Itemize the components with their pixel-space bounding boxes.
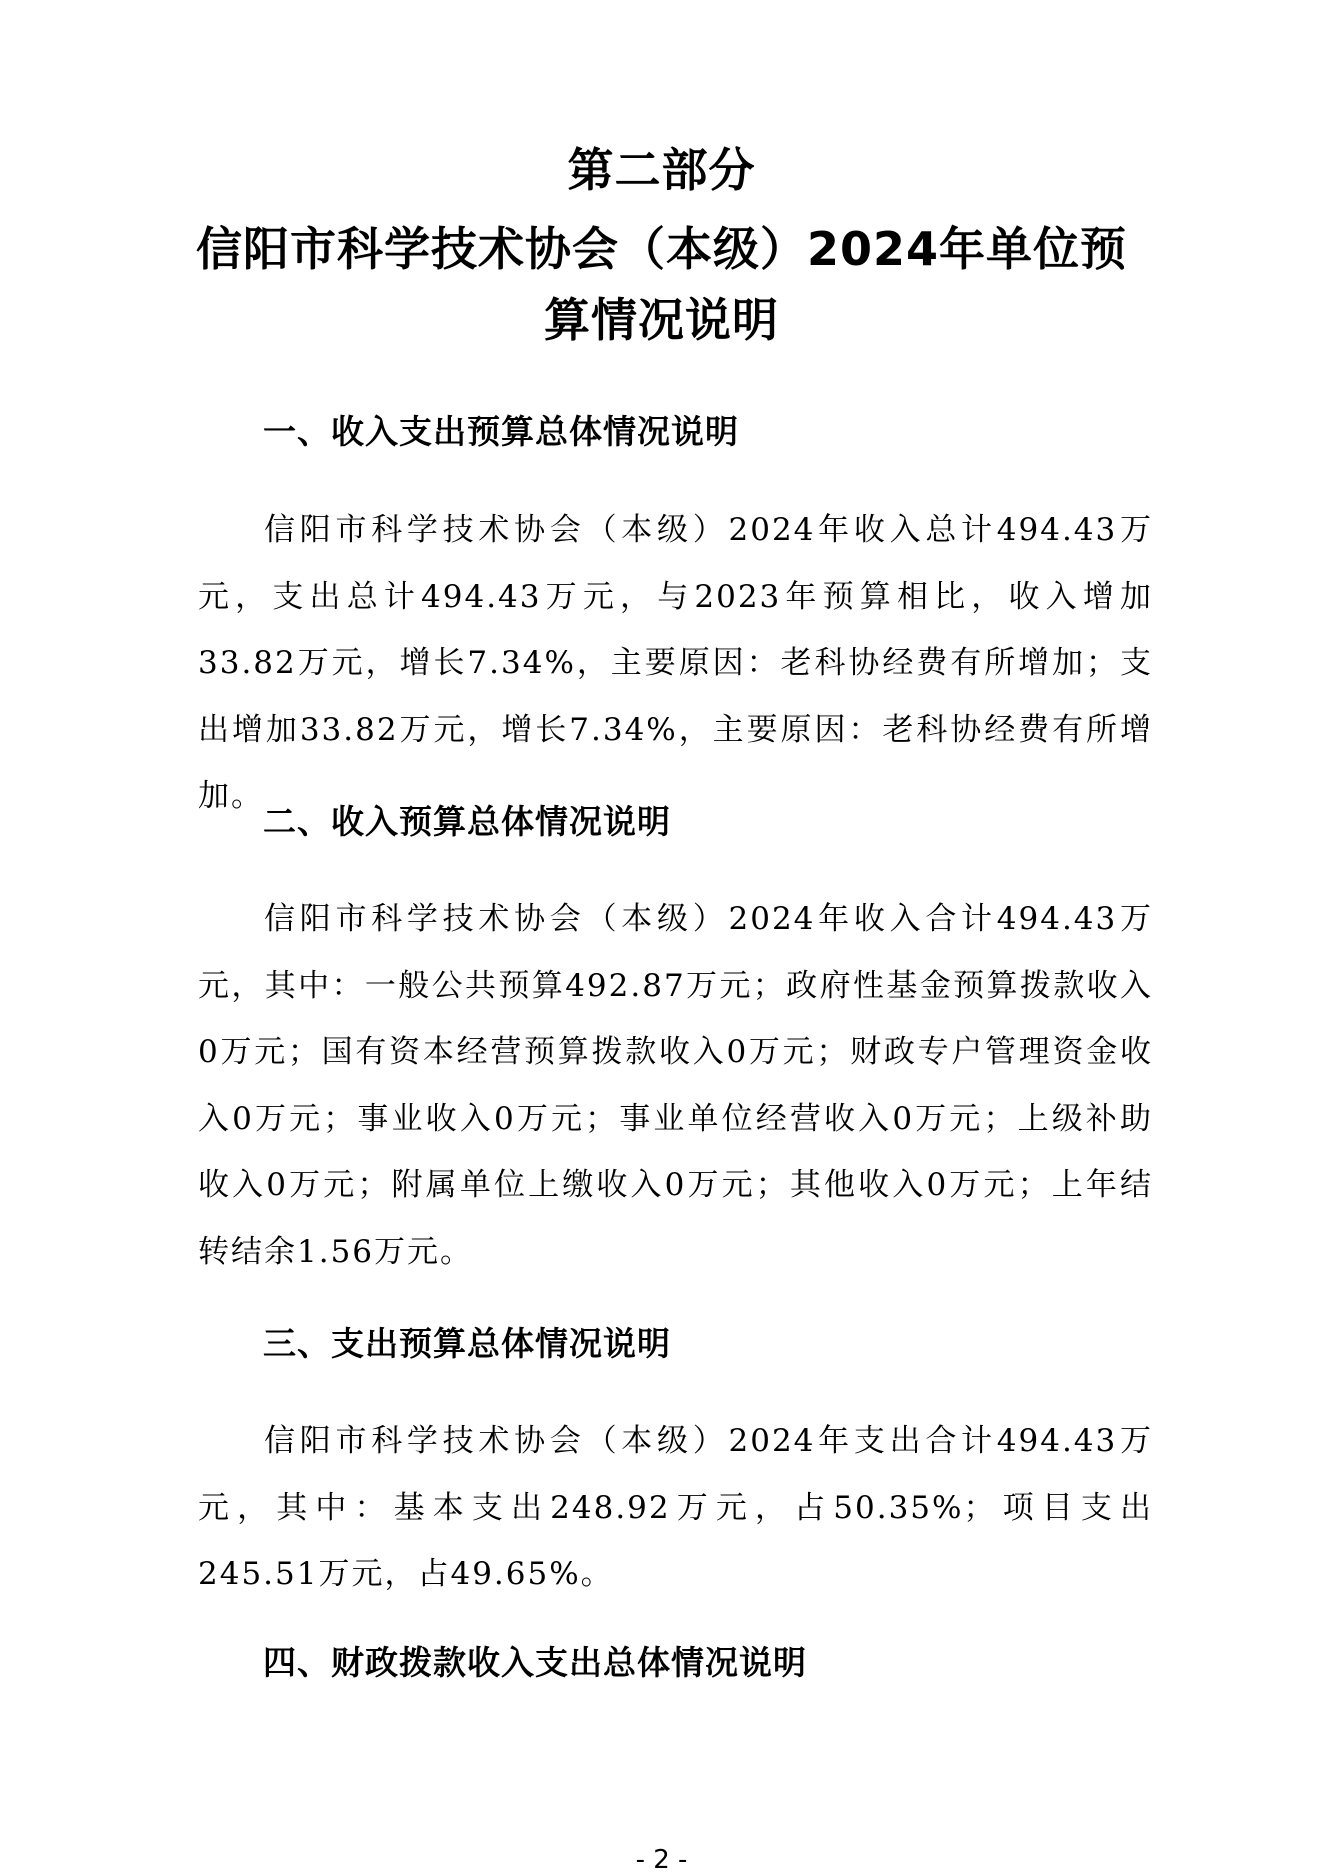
section-paragraph-3: 信阳市科学技术协会（本级）2024年支出合计494.43万元，其中：基本支出248.92万元，占50.35%；项目支出245.51万元，占49.65%。 <box>198 1423 1153 1592</box>
section-heading-3: 三、支出预算总体情况说明 <box>263 1324 671 1363</box>
document-title-line: 信阳市科学技术协会（本级）2024年单位预 <box>195 222 1128 276</box>
section-heading-1: 一、收入支出预算总体情况说明 <box>263 412 739 451</box>
page-number: - 2 - <box>635 1845 688 1875</box>
section-heading-2: 二、收入预算总体情况说明 <box>263 802 671 841</box>
section-heading-4: 四、财政拨款收入支出总体情况说明 <box>263 1643 807 1682</box>
section-paragraph-1: 信阳市科学技术协会（本级）2024年收入总计494.43万元，支出总计494.43万元，与2023年预算相比，收入增加33.82万元，增长7.34%，主要原因：老科协经费有所增加；支出增加33.82万元，增长7.34%，主要原因：老科协经费有所增加。 <box>198 512 1153 814</box>
document-title-part: 第二部分 <box>567 143 756 197</box>
section-paragraph-2: 信阳市科学技术协会（本级）2024年收入合计494.43万元，其中：一般公共预算492.87万元；政府性基金预算拨款收入0万元；国有资本经营预算拨款收入0万元；财政专户管理资金收入0万元；事业收入0万元；事业单位经营收入0万元；上级补助收入0万元；附属单位上缴收入0万元；其他收入0万元；上年结转结余1.56万元。 <box>198 901 1153 1270</box>
document-title-line-continued: 算情况说明 <box>544 293 779 347</box>
